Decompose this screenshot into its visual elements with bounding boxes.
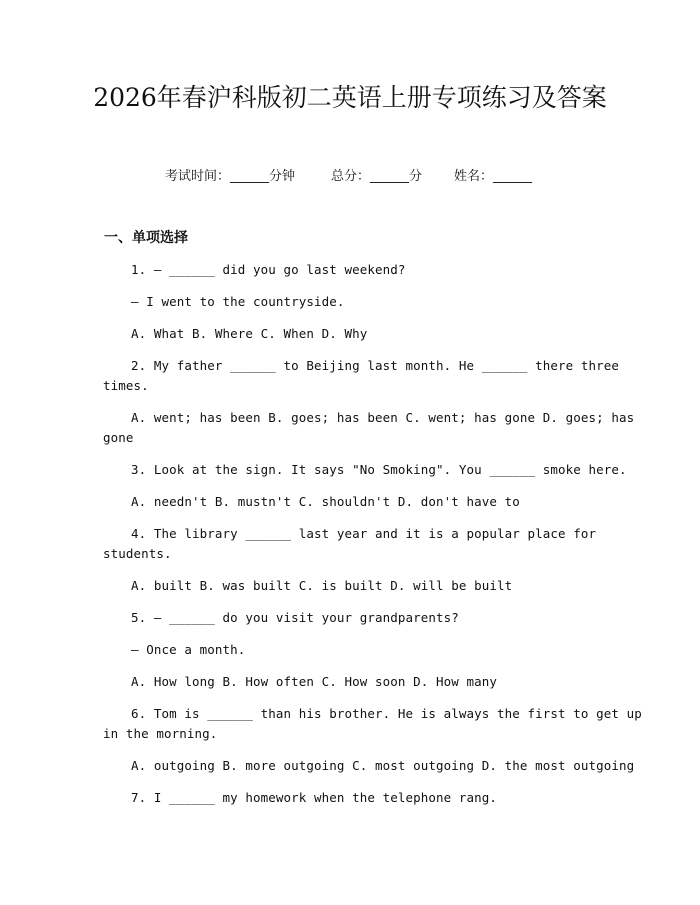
student-name: 姓名：______	[454, 169, 533, 184]
question-5: 5. — ______ do you visit your grandparents?	[131, 610, 459, 625]
section-title: 一、单项选择	[104, 230, 188, 246]
question-6-options: A. outgoing B. more outgoing C. most outgoing D. the most outgoing	[131, 758, 635, 773]
question-6: 6. Tom is ______ than his brother. He is always the first to get up	[131, 706, 642, 721]
question-6-continuation: in the morning.	[103, 726, 218, 741]
question-2-options: A. went; has been B. goes; has been C. went; has gone D. goes; has	[131, 410, 635, 425]
question-4-continuation: students.	[103, 546, 172, 561]
question-3: 3. Look at the sign. It says "No Smoking". You ______ smoke here.	[131, 462, 627, 477]
question-1-reply: — I went to the countryside.	[131, 294, 345, 309]
question-1: 1. — ______ did you go last weekend?	[131, 262, 406, 277]
question-2-continuation: times.	[103, 378, 149, 393]
page-title: 2026年春沪科版初二英语上册专项练习及答案	[93, 83, 607, 112]
question-5-reply: — Once a month.	[131, 642, 246, 657]
question-4-options: A. built B. was built C. is built D. will be built	[131, 578, 513, 593]
question-3-options: A. needn't B. mustn't C. shouldn't D. don't have to	[131, 494, 520, 509]
question-4: 4. The library ______ last year and it is a popular place for	[131, 526, 597, 541]
question-2-options-continuation: gone	[103, 430, 134, 445]
question-2: 2. My father ______ to Beijing last month. He ______ there three	[131, 358, 620, 373]
question-7: 7. I ______ my homework when the telephone rang.	[131, 790, 498, 805]
question-1-options: A. What B. Where C. When D. Why	[131, 326, 368, 341]
exam-time: 考试时间：______分钟	[165, 169, 296, 184]
question-5-options: A. How long B. How often C. How soon D. How many	[131, 674, 498, 689]
total-score: 总分：______分	[331, 169, 423, 184]
